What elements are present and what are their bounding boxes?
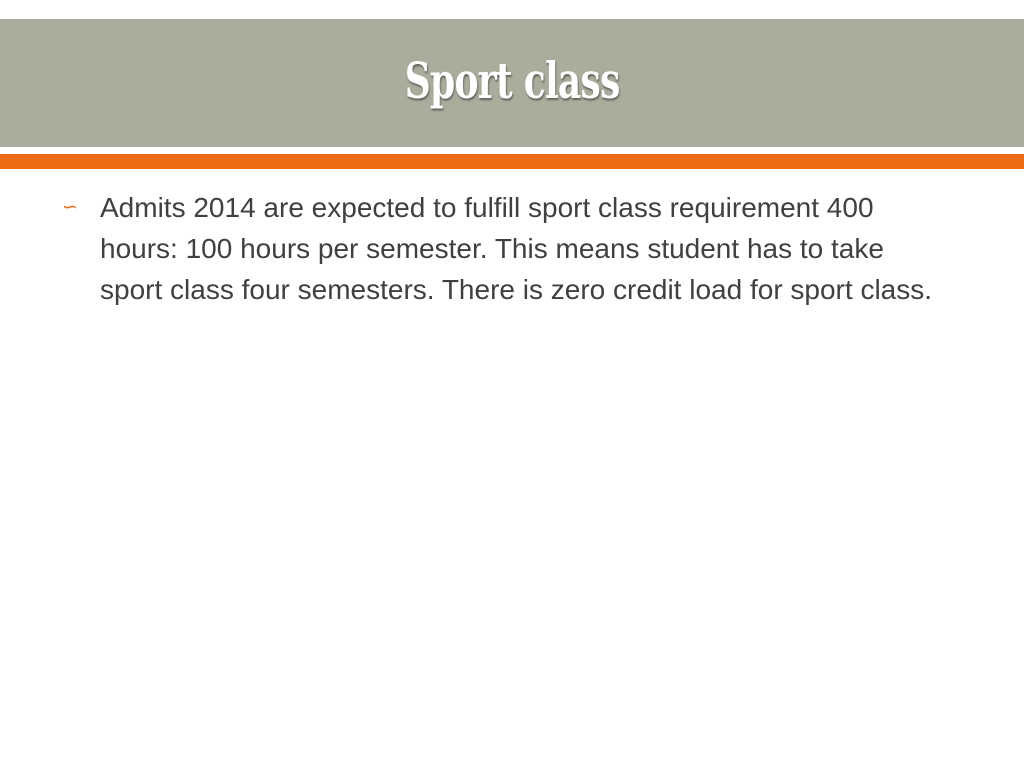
bullet-text: Admits 2014 are expected to fulfill sport class requirement 400 hours: 100 hours per semester. This means student has to take sport class four semesters. There is zero credit load for sport class. [100,192,933,305]
wave-bullet-icon: ∽ [62,196,78,218]
content-area [62,187,962,310]
slide-title: Sport class [404,50,620,110]
bullet-item [62,187,962,310]
title-band [0,19,1024,147]
accent-bar [0,154,1024,169]
divider-line [0,147,1024,154]
